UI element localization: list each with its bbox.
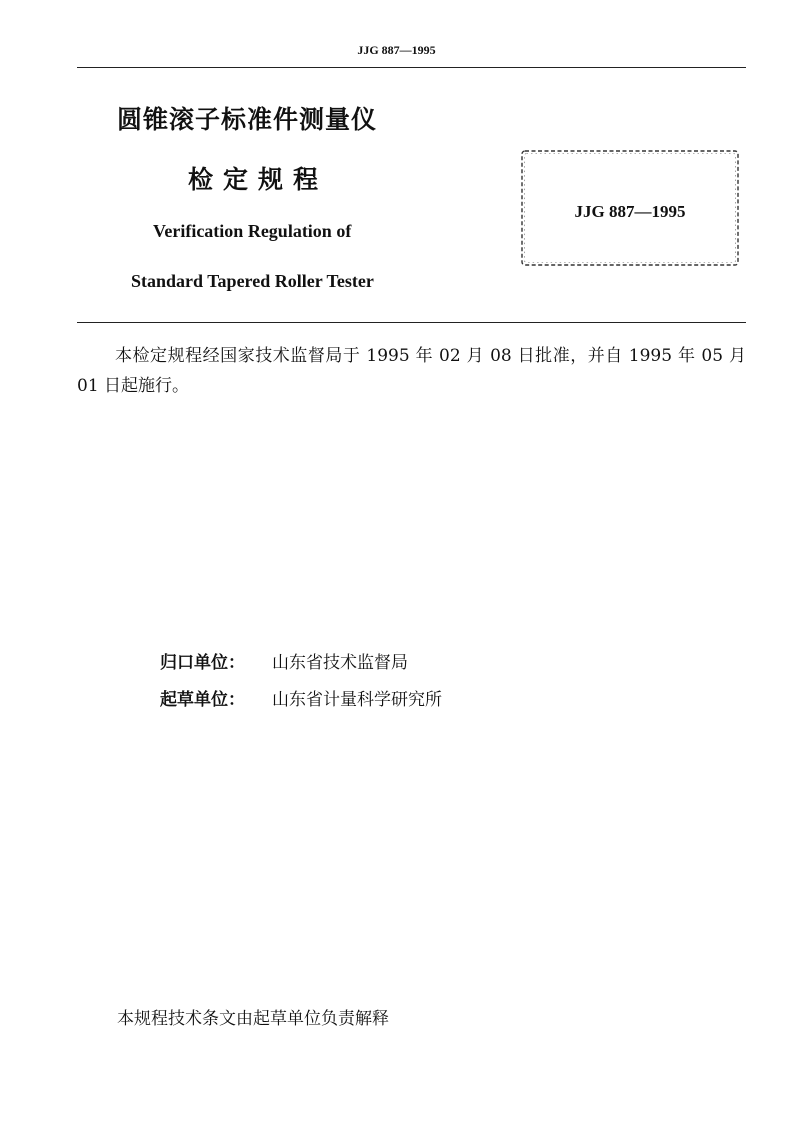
standard-code-box xyxy=(520,149,740,267)
middle-rule xyxy=(77,322,746,323)
header-standard-code: JJG 887—1995 xyxy=(357,43,436,57)
top-rule xyxy=(77,67,746,68)
approval-statement: 本检定规程经国家技术监督局于 1995 年 02 月 08 日批准，并自 1995 年 05 月 01 日起施行。 xyxy=(77,346,746,396)
org-label: 起草单位： xyxy=(160,690,245,710)
title-chinese: 圆锥滚子标准件测量仪 xyxy=(117,105,378,134)
box-standard-code: JJG 887—1995 xyxy=(574,202,686,221)
org-row-responsible xyxy=(160,648,408,673)
subtitle-chinese: 检定规程 xyxy=(188,165,329,194)
org-row-drafting xyxy=(160,685,442,710)
org-label: 归口单位： xyxy=(160,653,245,673)
title-english-line2: Standard Tapered Roller Tester xyxy=(131,271,374,291)
footer-note: 本规程技术条文由起草单位负责解释 xyxy=(117,1009,389,1029)
title-english-line1: Verification Regulation of xyxy=(153,221,352,241)
org-value: 山东省技术监督局 xyxy=(272,653,408,673)
org-value: 山东省计量科学研究所 xyxy=(272,690,442,710)
